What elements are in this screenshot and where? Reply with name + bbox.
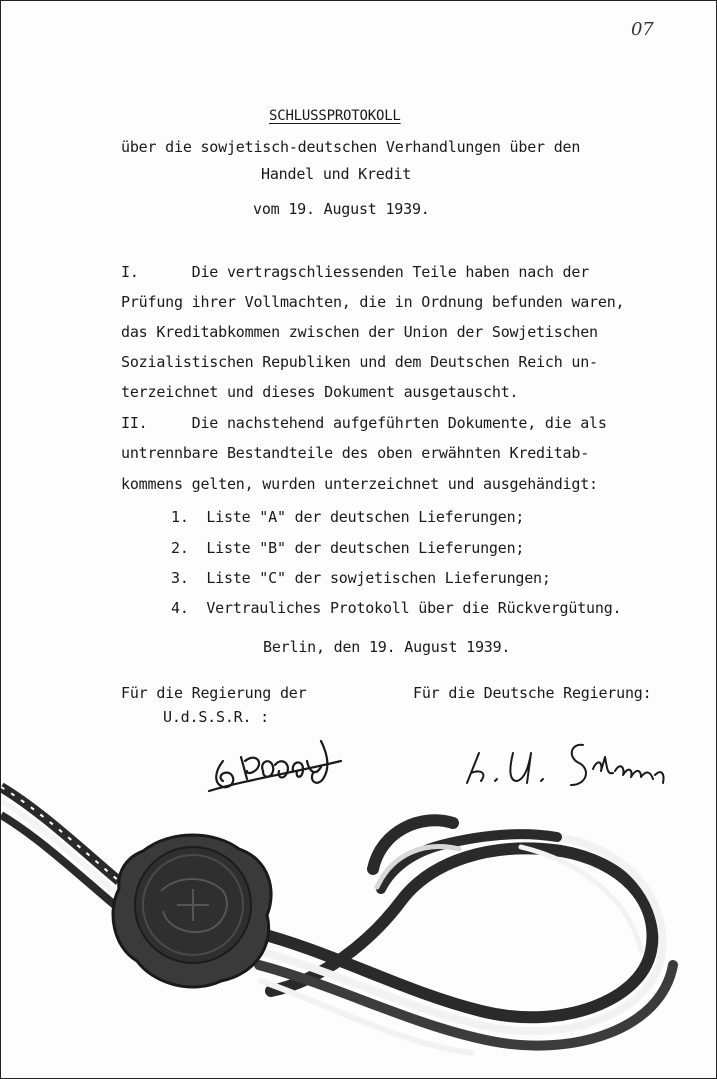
signature-caption-ussr: Für die Regierung der — [121, 684, 307, 702]
subtitle-line: Handel und Kredit — [261, 165, 412, 183]
signature-caption-ussr: U.d.S.S.R. : — [163, 708, 269, 726]
subtitle-line: über die sowjetisch-deutschen Verhandlungen über den — [121, 138, 581, 156]
place-date: Berlin, den 19. August 1939. — [263, 638, 511, 656]
list-item: 3. Liste "C" der sowjetischen Lieferungen; — [171, 569, 551, 587]
list-item: 2. Liste "B" der deutschen Lieferungen; — [171, 539, 525, 557]
body-line: Sozialistischen Republiken und dem Deutschen Reich un- — [121, 353, 598, 371]
seal-cord-loop — [251, 820, 673, 1053]
body-line: untrennbare Bestandteile des oben erwähnten Kreditab- — [121, 444, 590, 462]
list-item: 4. Vertrauliches Protokoll über die Rückvergütung. — [171, 599, 622, 617]
body-line: I. Die vertragschliessenden Teile haben nach der — [121, 263, 590, 281]
signature-ussr-scrawl — [209, 741, 341, 791]
page-number: 07 — [631, 19, 654, 40]
signature-caption-germany: Für die Deutsche Regierung: — [413, 684, 652, 702]
seal-cord-left — [1, 787, 119, 907]
signatures-seal-cord-graphics — [1, 1, 716, 1078]
wax-seal — [113, 835, 271, 987]
body-line: II. Die nachstehend aufgeführten Dokumente, die als — [121, 414, 607, 432]
subtitle-line: vom 19. August 1939. — [253, 200, 430, 218]
signature-germany-scrawl — [467, 745, 664, 785]
body-line: terzeichnet und dieses Dokument ausgetauscht. — [121, 383, 519, 401]
body-line: kommens gelten, wurden unterzeichnet und ausgehändigt: — [121, 475, 598, 493]
document-title: SCHLUSSPROTOKOLL — [269, 108, 401, 124]
body-line: Prüfung ihrer Vollmachten, die in Ordnung befunden waren, — [121, 293, 625, 311]
body-line: das Kreditabkommen zwischen der Union der Sowjetischen — [121, 323, 598, 341]
list-item: 1. Liste "A" der deutschen Lieferungen; — [171, 508, 525, 526]
